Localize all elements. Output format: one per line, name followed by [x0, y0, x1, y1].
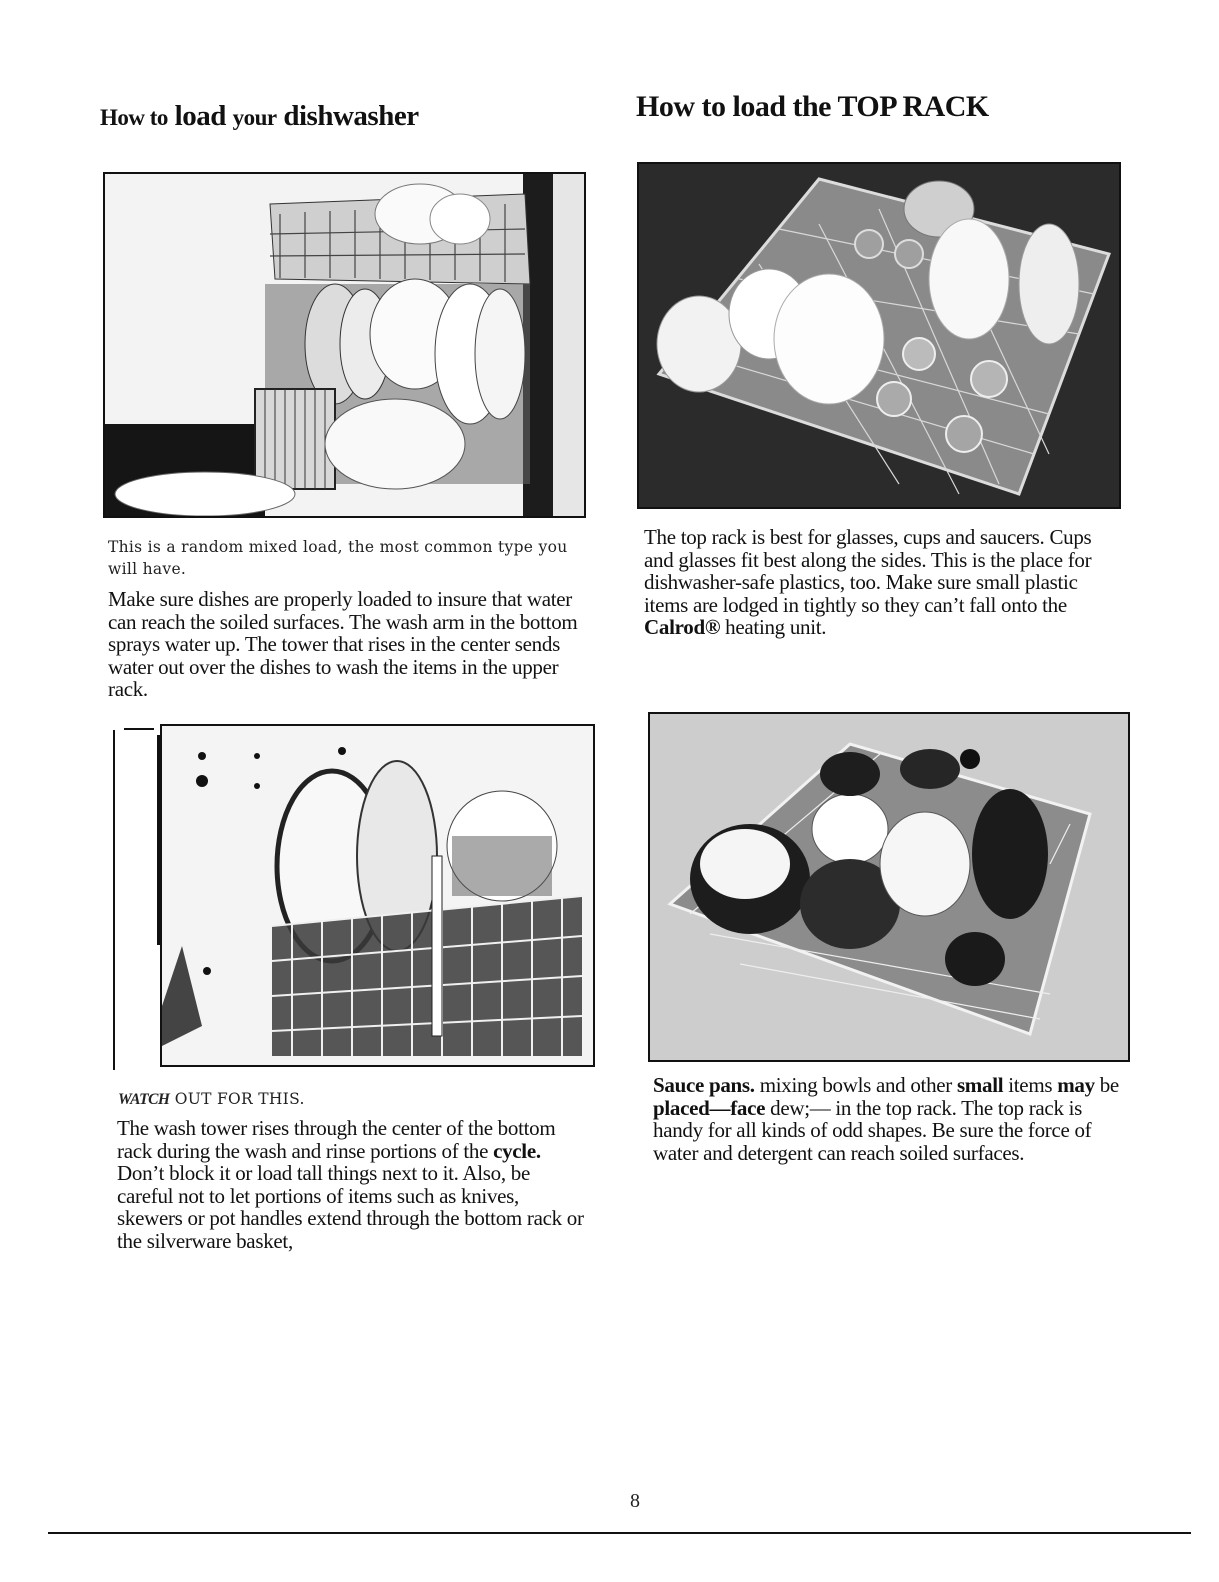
sauce-pans-bold-1: Sauce pans. [653, 1073, 755, 1097]
wash-tower-body-part1: The wash tower rises through the center of the bottom rack during the wash and rinse portions of the [117, 1116, 556, 1163]
watch-out-caption [118, 1088, 588, 1111]
top-rack-body-part2: heating unit. [725, 615, 827, 639]
sauce-pans-part-2: items [1008, 1073, 1053, 1097]
watch-out-lead: WATCH [118, 1091, 170, 1108]
photo3-top-rule [124, 728, 154, 730]
mixed-load-illustration [105, 174, 584, 516]
left-heading-part3: your [232, 105, 277, 130]
right-heading [636, 90, 989, 124]
sauce-pans-part-3: be [1099, 1073, 1119, 1097]
top-rack-body-part1: The top rack is best for glasses, cups and saucers. Cups and glasses fit best along the sides. This is the place for dishwasher-safe plastics, too. Make sure small plastic items are lodged in tightly so they can’t fall onto the [644, 525, 1092, 617]
sauce-pans-bold-4: placed—face [653, 1095, 766, 1120]
sauce-pans-bold-2: small [956, 1073, 1004, 1097]
page-number: 8 [630, 1490, 640, 1512]
watch-out-rest: OUT FOR THIS. [174, 1090, 305, 1108]
left-heading-part4: dishwasher [283, 100, 419, 132]
mixed-load-body-text: Make sure dishes are properly loaded to insure that water can reach the soiled surfaces. The wash arm in the bottom sprays water up. The tower that rises in the center sends water out over the dishes to wash the items in the upper rack. [108, 587, 578, 701]
calrod-trademark: Calrod® [644, 615, 721, 639]
wash-tower-body-text [117, 1117, 589, 1252]
sauce-pans-part-1: mixing bowls and other [759, 1073, 952, 1097]
top-rack-glasses-photo [637, 162, 1121, 509]
wash-tower-illustration [162, 726, 593, 1065]
left-heading [100, 100, 419, 133]
right-heading-part2: TOP RACK [837, 90, 989, 123]
photo3-left-rule [113, 730, 115, 1070]
mixed-load-photo [103, 172, 586, 518]
wash-tower-body-bold: cycle. [493, 1138, 541, 1163]
wash-tower-photo [160, 724, 595, 1067]
sauce-pans-part-4: dew;— in the top rack. The top rack is handy for all kinds of odd shapes. Be sure the force of water and detergent can reach soiled surfaces. [653, 1095, 1092, 1165]
mixed-load-caption: This is a random mixed load, the most common type you will have. [108, 538, 568, 578]
sauce-pans-bold-3: may [1057, 1073, 1095, 1097]
sauce-pans-body-text [653, 1074, 1123, 1164]
left-heading-part2: load [174, 100, 226, 132]
top-rack-body-text [644, 526, 1119, 639]
wash-tower-body-part2: Don’t block it or load tall things next to it. Also, be careful not to let portions of items such as knives, skewers or pot handles extend through the bottom rack or the silverware basket, [117, 1161, 584, 1253]
top-rack-glasses-illustration [639, 164, 1119, 507]
sauce-pans-illustration [650, 714, 1128, 1060]
sauce-pans-photo [648, 712, 1130, 1062]
footer-rule [48, 1532, 1191, 1534]
left-heading-part1: How to [100, 105, 168, 130]
right-heading-part1: How to load the [636, 90, 831, 123]
